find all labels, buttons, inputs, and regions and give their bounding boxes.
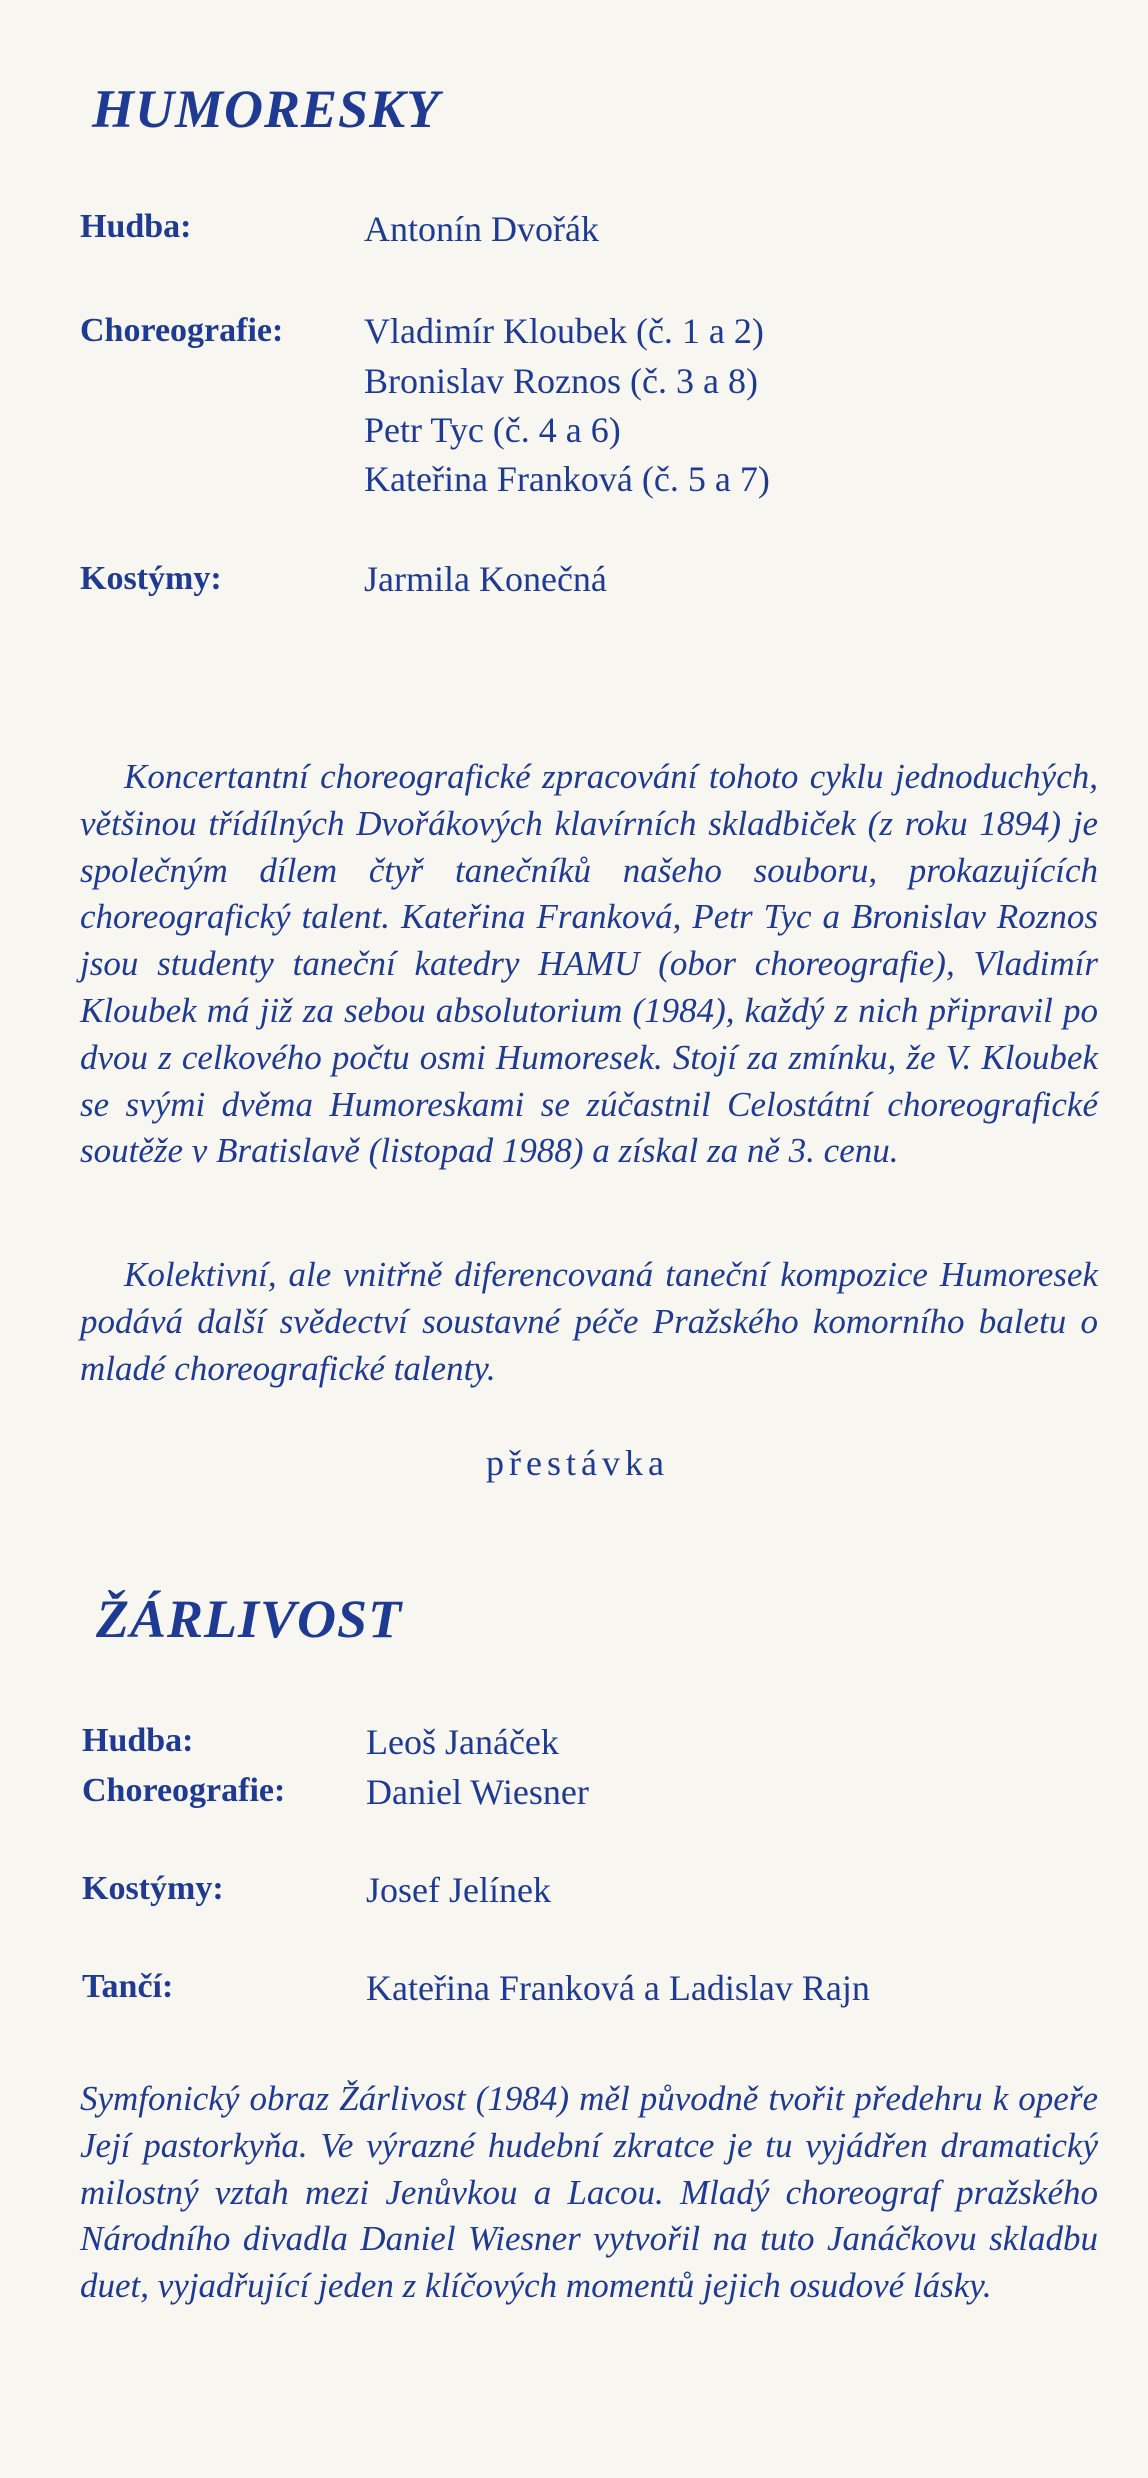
humoresky-choreo-label: Choreografie:	[80, 312, 284, 349]
humoresky-choreo-line: Petr Tyc (č. 4 a 6)	[364, 410, 621, 450]
zarlivost-dancers-value: Kateřina Franková a Ladislav Rajn	[366, 1968, 870, 2008]
humoresky-choreo-line: Vladimír Kloubek (č. 1 a 2)	[364, 311, 764, 351]
humoresky-description-text: Koncertantní choreografické zpracování tohoto cyklu jednoduchých, většinou třídílných Dvořákových klavírních skladbiček (z roku 1894) je společným dílem čtyř tanečníků našeho souboru, prokazujících choreografický talent. Kateřina Franková, Petr Tyc a Bronislav Roznos jsou studenty taneční katedry HAMU (obor choreografie), Vladimír Kloubek má již za sebou absolutorium (1984), každý z nich připravil po dvou z celkového počtu osmi Humoresek. Stojí za zmínku, že V. Kloubek se svými dvěma Humoreskami se zúčastnil Celostátní choreografické soutěže v Bratislavě (listopad 1988) a získal za ně 3. cenu.	[80, 757, 1098, 1171]
zarlivost-description: Symfonický obraz Žárlivost (1984) měl původně tvořit předehru k opeře Její pastorkyňa. Ve výrazné hudební zkratce je tu vyjádřen dramatický milostný vztah mezi Jenůvkou a Lacou. Mladý choreograf pražského Národního divadla Daniel Wiesner vytvořil na tuto Janáčkovu skladbu duet, vyjadřující jeden z klíčových momentů jejich osudové lásky.	[80, 2079, 1098, 2306]
humoresky-costumes-label: Kostýmy:	[80, 560, 222, 597]
zarlivost-dancers-label: Tančí:	[82, 1968, 174, 2005]
humoresky-choreo-line: Bronislav Roznos (č. 3 a 8)	[364, 361, 758, 401]
zarlivost-title: ŽÁRLIVOST	[96, 1589, 403, 1649]
zarlivost-costumes-value: Josef Jelínek	[366, 1870, 551, 1910]
zarlivost-music-label: Hudba:	[82, 1722, 194, 1759]
humoresky-choreo-line: Kateřina Franková (č. 5 a 7)	[364, 459, 770, 499]
zarlivost-costumes-label: Kostýmy:	[82, 1870, 224, 1907]
humoresky-costumes-value: Jarmila Konečná	[364, 559, 607, 599]
humoresky-music-value: Antonín Dvořák	[364, 209, 599, 249]
humoresky-title: HUMORESKY	[92, 79, 441, 139]
zarlivost-music-value: Leoš Janáček	[366, 1722, 559, 1762]
humoresky-description	[80, 754, 1098, 1175]
humoresky-music-label: Hudba:	[80, 208, 192, 245]
zarlivost-choreo-value: Daniel Wiesner	[366, 1772, 589, 1812]
zarlivost-choreo-label: Choreografie:	[82, 1772, 286, 1809]
humoresky-description-2	[80, 1252, 1098, 1392]
intermission-text: přestávka	[486, 1443, 669, 1483]
humoresky-description-text: Kolektivní, ale vnitřně diferencovaná taneční kompozice Humoresek podává další svědectví soustavné péče Pražského komorního baletu o mladé choreografické talenty.	[80, 1255, 1098, 1388]
